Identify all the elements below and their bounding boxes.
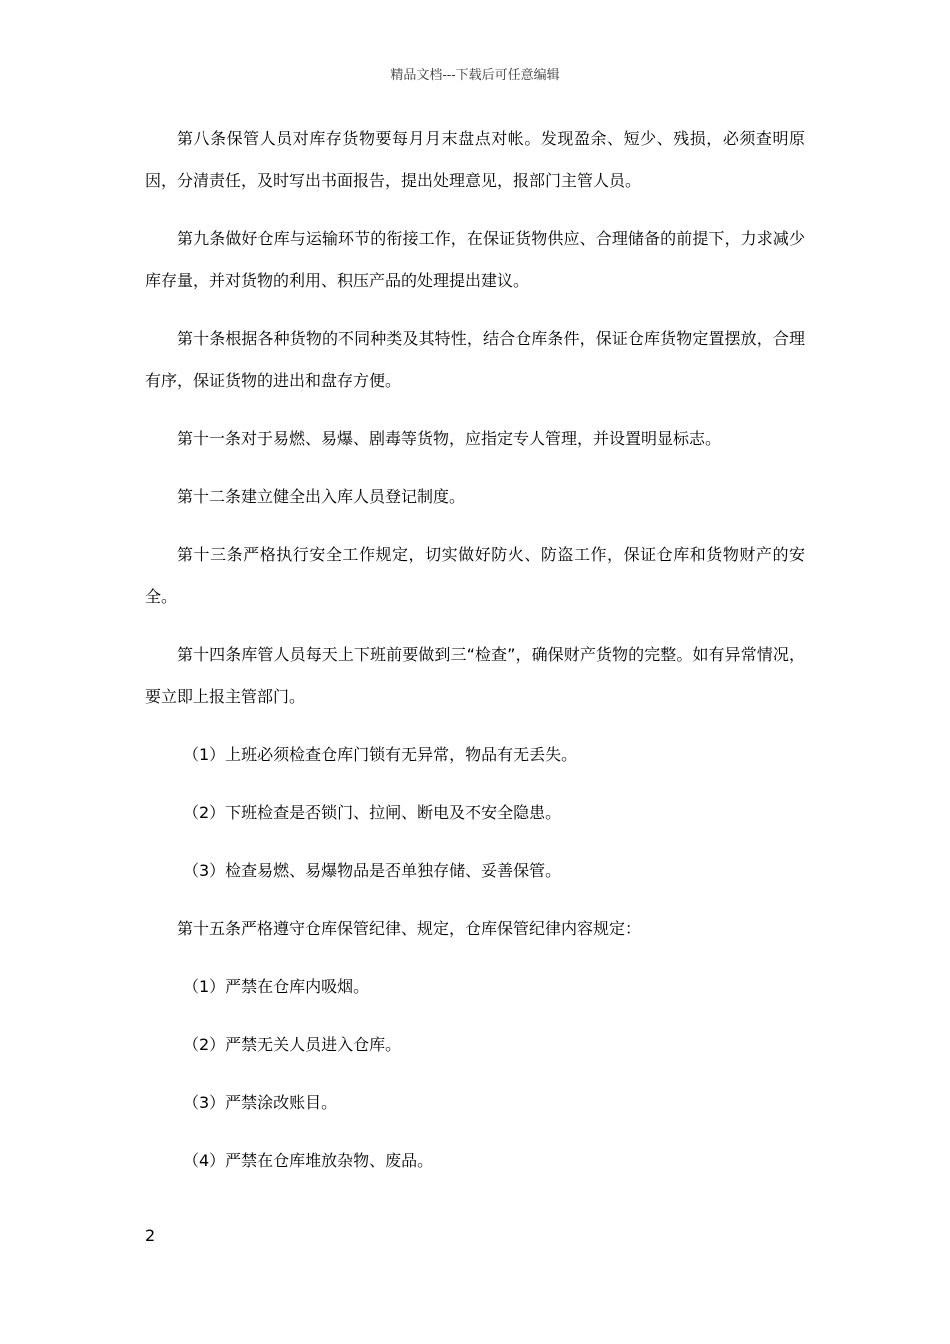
page-number: 2 [145,1226,156,1245]
article-8-paragraph: 第八条保管人员对库存货物要每月月末盘点对帐。发现盈余、短少、残损，必须查明原因，分清责任，及时写出书面报告，提出处理意见，报部门主管人员。 [145,129,805,190]
article-11-paragraph: 第十一条对于易燃、易爆、剧毒等货物，应指定专人管理，并设置明显标志。 [177,429,722,448]
article-14-item-1: （1）上班必须检查仓库门锁有无异常，物品有无丢失。 [183,745,578,764]
page-header: 精品文档---下载后可任意编辑 [390,68,560,83]
article-14-item-2: （2）下班检查是否锁门、拉闸、断电及不安全隐患。 [183,803,562,822]
article-14-paragraph: 第十四条库管人员每天上下班前要做到三“检查”，确保财产货物的完整。如有异常情况，要立即上报主管部门。 [145,645,805,706]
article-10-paragraph: 第十条根据各种货物的不同种类及其特性，结合仓库条件，保证仓库货物定置摆放，合理有序，保证货物的进出和盘存方便。 [145,329,805,390]
article-15-item-1: （1）严禁在仓库内吸烟。 [183,977,370,996]
article-9-paragraph: 第九条做好仓库与运输环节的衔接工作，在保证货物供应、合理储备的前提下，力求减少库存量，并对货物的利用、积压产品的处理提出建议。 [145,229,805,290]
document-body [145,118,805,1198]
article-14-item-3: （3）检查易燃、易爆物品是否单独存储、妥善保管。 [183,861,562,880]
article-15-item-3: （3）严禁涂改账目。 [183,1093,338,1112]
article-12-paragraph: 第十二条建立健全出入库人员登记制度。 [177,487,466,506]
article-15-item-4: （4）严禁在仓库堆放杂物、废品。 [183,1151,434,1170]
article-15-item-2: （2）严禁无关人员进入仓库。 [183,1035,402,1054]
article-13-paragraph: 第十三条严格执行安全工作规定，切实做好防火、防盗工作，保证仓库和货物财产的安全。 [145,545,805,606]
article-15-paragraph: 第十五条严格遵守仓库保管纪律、规定，仓库保管纪律内容规定： [177,919,642,938]
